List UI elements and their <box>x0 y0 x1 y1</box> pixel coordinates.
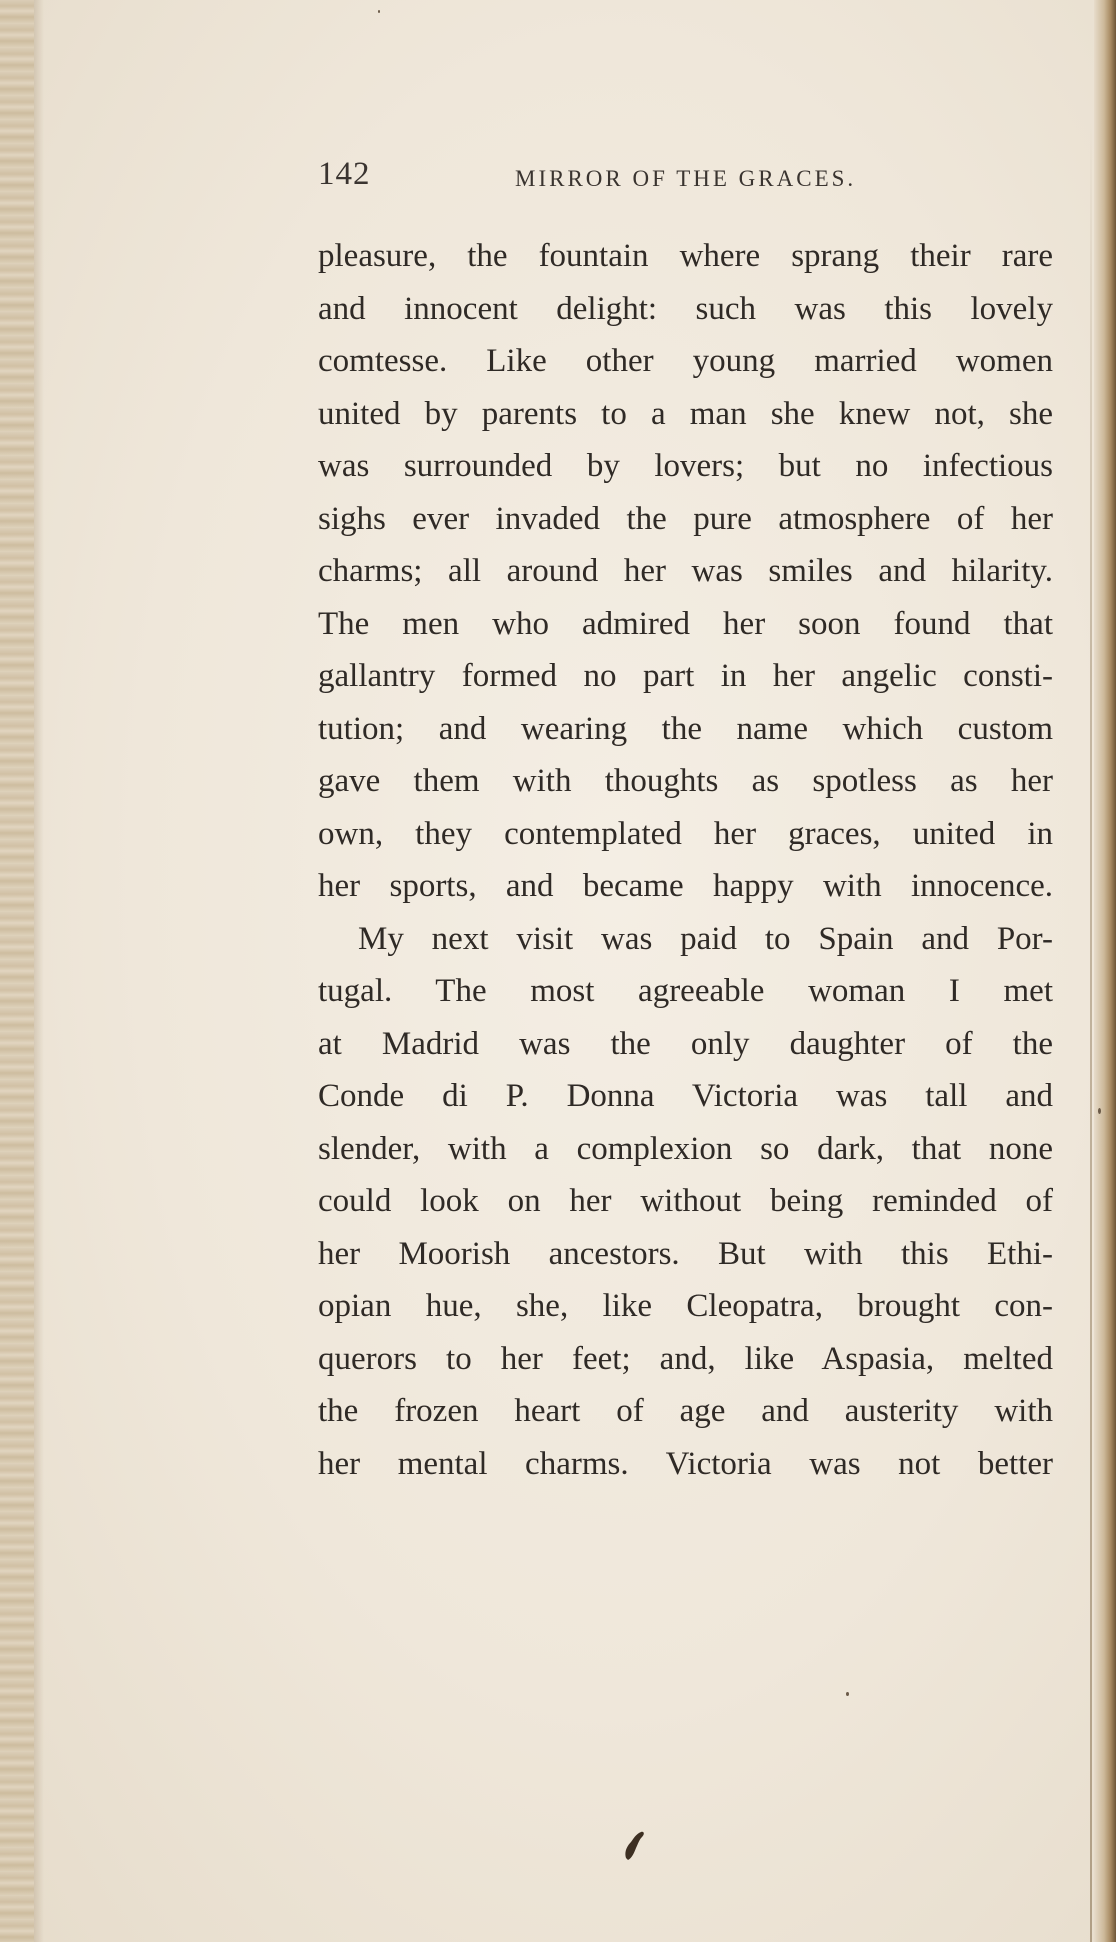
text-line: gallantry formed no part in her angelic consti- <box>318 658 1053 694</box>
paper-speck <box>846 1692 849 1696</box>
text-line: charms; all around her was smiles and hilarity. <box>318 553 1053 589</box>
right-edge-shadow-line <box>1090 120 1092 1942</box>
text-line: her sports, and became happy with innocence. <box>318 868 1053 904</box>
right-page-edge <box>1094 0 1116 1942</box>
text-line: tugal. The most agreeable woman I met <box>318 973 1053 1009</box>
paper-speck <box>378 10 380 13</box>
text-line: pleasure, the fountain where sprang their rare <box>318 238 1053 274</box>
text-line: slender, with a complexion so dark, that none <box>318 1130 1053 1167</box>
text-line: the frozen heart of age and austerity with <box>318 1393 1053 1429</box>
text-line: querors to her feet; and, like Aspasia, melted <box>318 1340 1053 1377</box>
paper-speck <box>1098 1108 1101 1114</box>
body-text <box>318 230 1053 1490</box>
text-line: comtesse. Like other young married women <box>318 343 1053 379</box>
text-line: her Moorish ancestors. But with this Ethi- <box>318 1235 1053 1272</box>
ink-smudge <box>620 1828 646 1862</box>
left-page-edge <box>0 0 34 1942</box>
text-line: could look on her without being reminded of <box>318 1183 1053 1219</box>
text-line: My next visit was paid to Spain and Por- <box>358 920 1053 957</box>
text-line: sighs ever invaded the pure atmosphere of her <box>318 500 1053 537</box>
running-title: MIRROR OF THE GRACES. <box>515 166 857 191</box>
page-header <box>318 156 898 206</box>
text-line: was surrounded by lovers; but no infectious <box>318 448 1053 484</box>
page-number: 142 <box>318 156 371 192</box>
text-line: at Madrid was the only daughter of the <box>318 1025 1053 1062</box>
text-line: own, they contemplated her graces, united in <box>318 815 1053 852</box>
text-line: united by parents to a man she knew not, she <box>318 395 1053 432</box>
text-line: and innocent delight: such was this lovely <box>318 290 1053 327</box>
text-line: opian hue, she, like Cleopatra, brought con- <box>318 1288 1053 1324</box>
text-line: her mental charms. Victoria was not better <box>318 1445 1053 1482</box>
text-line: gave them with thoughts as spotless as her <box>318 763 1053 799</box>
text-line: tution; and wearing the name which custom <box>318 710 1053 747</box>
text-line: Conde di P. Donna Victoria was tall and <box>318 1078 1053 1114</box>
text-line: The men who admired her soon found that <box>318 605 1053 642</box>
